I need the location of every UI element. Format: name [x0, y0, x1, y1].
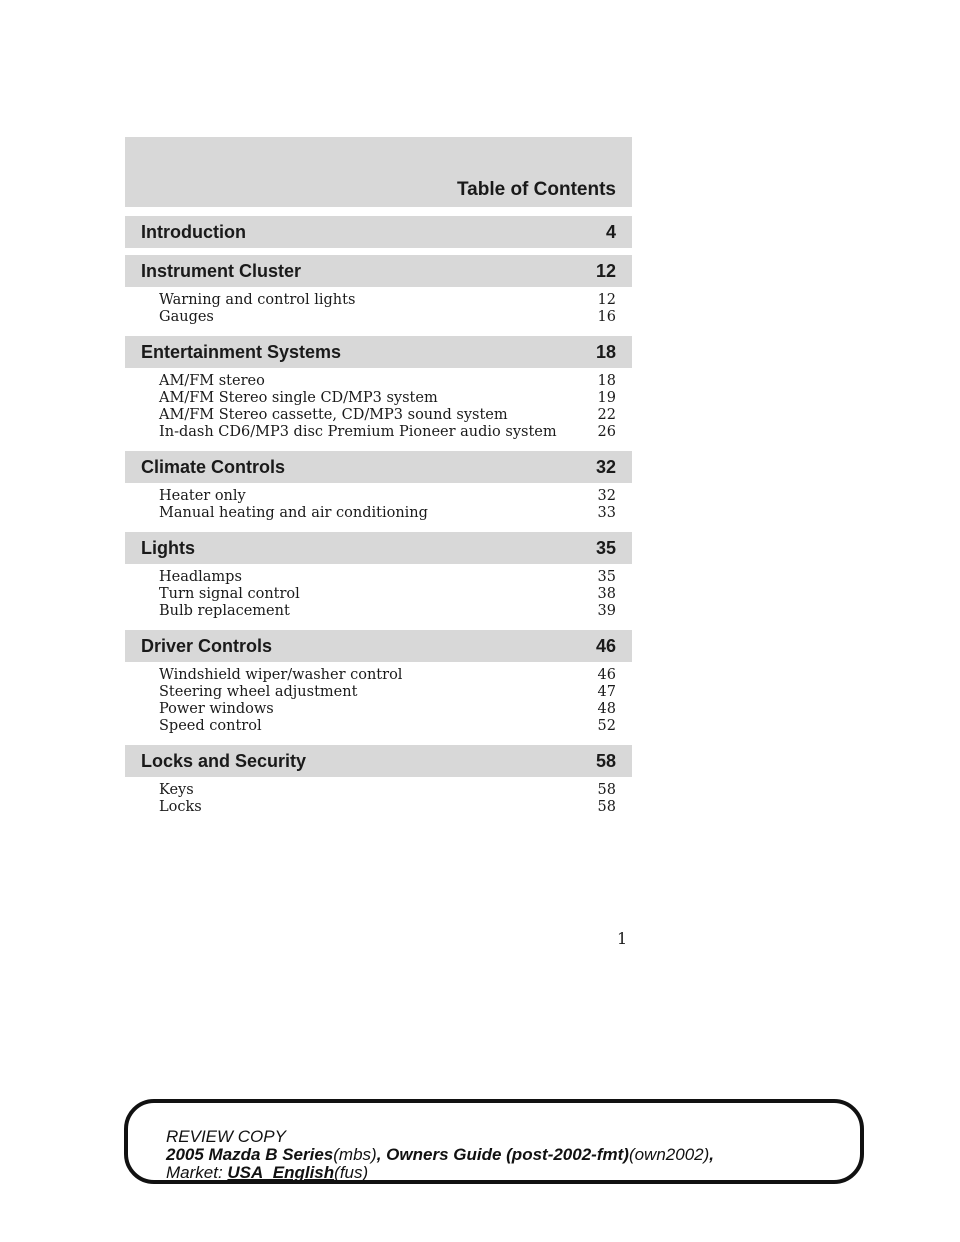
- market-line: [166, 1164, 714, 1182]
- entry-page: 16: [597, 309, 616, 325]
- entry-label: AM/FM Stereo cassette, CD/MP3 sound system: [159, 407, 508, 423]
- toc-entry[interactable]: [159, 569, 616, 586]
- section-page: 32: [595, 456, 616, 477]
- section-heading[interactable]: [125, 216, 632, 248]
- section-title: Lights: [141, 537, 195, 558]
- section-heading[interactable]: [125, 745, 632, 777]
- entry-list: [125, 662, 632, 738]
- entry-page: 58: [597, 782, 616, 798]
- entry-page: 26: [597, 424, 616, 440]
- entry-page: 38: [597, 586, 616, 602]
- toc-entry[interactable]: [159, 586, 616, 603]
- entry-list: [125, 368, 632, 444]
- section-heading[interactable]: [125, 255, 632, 287]
- toc-entry[interactable]: [159, 603, 616, 620]
- document-info-line: [166, 1146, 714, 1164]
- section-page: 4: [605, 221, 616, 242]
- toc-entry[interactable]: [159, 309, 616, 326]
- toc-entry[interactable]: [159, 424, 616, 441]
- toc-entry[interactable]: [159, 782, 616, 799]
- entry-label: Manual heating and air conditioning: [159, 505, 428, 521]
- toc-section: [125, 216, 632, 248]
- market-name: USA_English: [227, 1163, 335, 1182]
- guide-code: (own2002): [628, 1145, 710, 1164]
- market-code: (fus): [334, 1163, 369, 1182]
- entry-page: 35: [597, 569, 616, 585]
- section-title: Locks and Security: [141, 750, 307, 771]
- entry-page: 12: [597, 292, 616, 308]
- page-title: Table of Contents: [456, 179, 616, 200]
- toc-section: [125, 532, 632, 623]
- section-title: Driver Controls: [141, 635, 273, 656]
- entry-page: 48: [597, 701, 616, 717]
- section-title: Entertainment Systems: [141, 341, 342, 362]
- section-page: 58: [595, 750, 616, 771]
- entry-page: 32: [597, 488, 616, 504]
- guide-name: Owners Guide (post-2002-fmt): [386, 1145, 629, 1164]
- section-heading[interactable]: [125, 532, 632, 564]
- review-copy-label: REVIEW COPY: [166, 1127, 286, 1146]
- entry-label: Locks: [159, 799, 202, 815]
- section-page: 35: [595, 537, 616, 558]
- review-copy-box: [124, 1099, 864, 1184]
- entry-label: In-dash CD6/MP3 disc Premium Pioneer audio system: [159, 424, 557, 440]
- market-label: Market:: [166, 1163, 228, 1182]
- toc-entry[interactable]: [159, 799, 616, 816]
- entry-page: 58: [597, 799, 616, 815]
- toc-entry[interactable]: [159, 373, 616, 390]
- toc-entry[interactable]: [159, 684, 616, 701]
- table-of-contents: [125, 216, 632, 819]
- entry-label: Power windows: [159, 701, 274, 717]
- toc-entry[interactable]: [159, 488, 616, 505]
- entry-page: 18: [597, 373, 616, 389]
- entry-label: Headlamps: [159, 569, 242, 585]
- section-page: 18: [595, 341, 616, 362]
- section-heading[interactable]: [125, 451, 632, 483]
- review-copy-text: [166, 1128, 714, 1182]
- entry-page: 19: [597, 390, 616, 406]
- toc-entry[interactable]: [159, 505, 616, 522]
- toc-section: [125, 745, 632, 819]
- toc-entry[interactable]: [159, 667, 616, 684]
- section-heading[interactable]: [125, 336, 632, 368]
- separator: ,: [376, 1145, 387, 1164]
- toc-section: [125, 451, 632, 525]
- header-band: [125, 137, 632, 207]
- section-heading[interactable]: [125, 630, 632, 662]
- separator: ,: [709, 1145, 714, 1164]
- entry-list: [125, 564, 632, 623]
- entry-list: [125, 483, 632, 525]
- model-name: 2005 Mazda B Series: [166, 1145, 334, 1164]
- entry-label: Bulb replacement: [159, 603, 290, 619]
- section-title: Climate Controls: [141, 456, 286, 477]
- toc-section: [125, 255, 632, 329]
- entry-label: Steering wheel adjustment: [159, 684, 358, 700]
- toc-entry[interactable]: [159, 390, 616, 407]
- entry-page: 52: [597, 718, 616, 734]
- model-code: (mbs): [333, 1145, 377, 1164]
- entry-label: Gauges: [159, 309, 214, 325]
- section-page: 12: [595, 260, 616, 281]
- entry-page: 33: [597, 505, 616, 521]
- toc-entry[interactable]: [159, 701, 616, 718]
- toc-entry[interactable]: [159, 718, 616, 735]
- page-number: 1: [617, 929, 628, 948]
- toc-entry[interactable]: [159, 407, 616, 424]
- entry-list: [125, 777, 632, 819]
- section-title: Instrument Cluster: [141, 260, 302, 281]
- entry-label: Warning and control lights: [159, 292, 356, 308]
- entry-page: 39: [597, 603, 616, 619]
- entry-list: [125, 287, 632, 329]
- section-title: Introduction: [141, 221, 246, 242]
- entry-label: Heater only: [159, 488, 246, 504]
- entry-label: Speed control: [159, 718, 262, 734]
- entry-page: 47: [597, 684, 616, 700]
- entry-label: AM/FM stereo: [159, 373, 265, 389]
- toc-section: [125, 630, 632, 738]
- entry-label: Turn signal control: [159, 586, 300, 602]
- entry-label: AM/FM Stereo single CD/MP3 system: [159, 390, 438, 406]
- entry-label: Windshield wiper/washer control: [159, 667, 403, 683]
- section-page: 46: [595, 635, 616, 656]
- entry-page: 46: [597, 667, 616, 683]
- toc-entry[interactable]: [159, 292, 616, 309]
- entry-label: Keys: [159, 782, 194, 798]
- toc-section: [125, 336, 632, 444]
- entry-page: 22: [597, 407, 616, 423]
